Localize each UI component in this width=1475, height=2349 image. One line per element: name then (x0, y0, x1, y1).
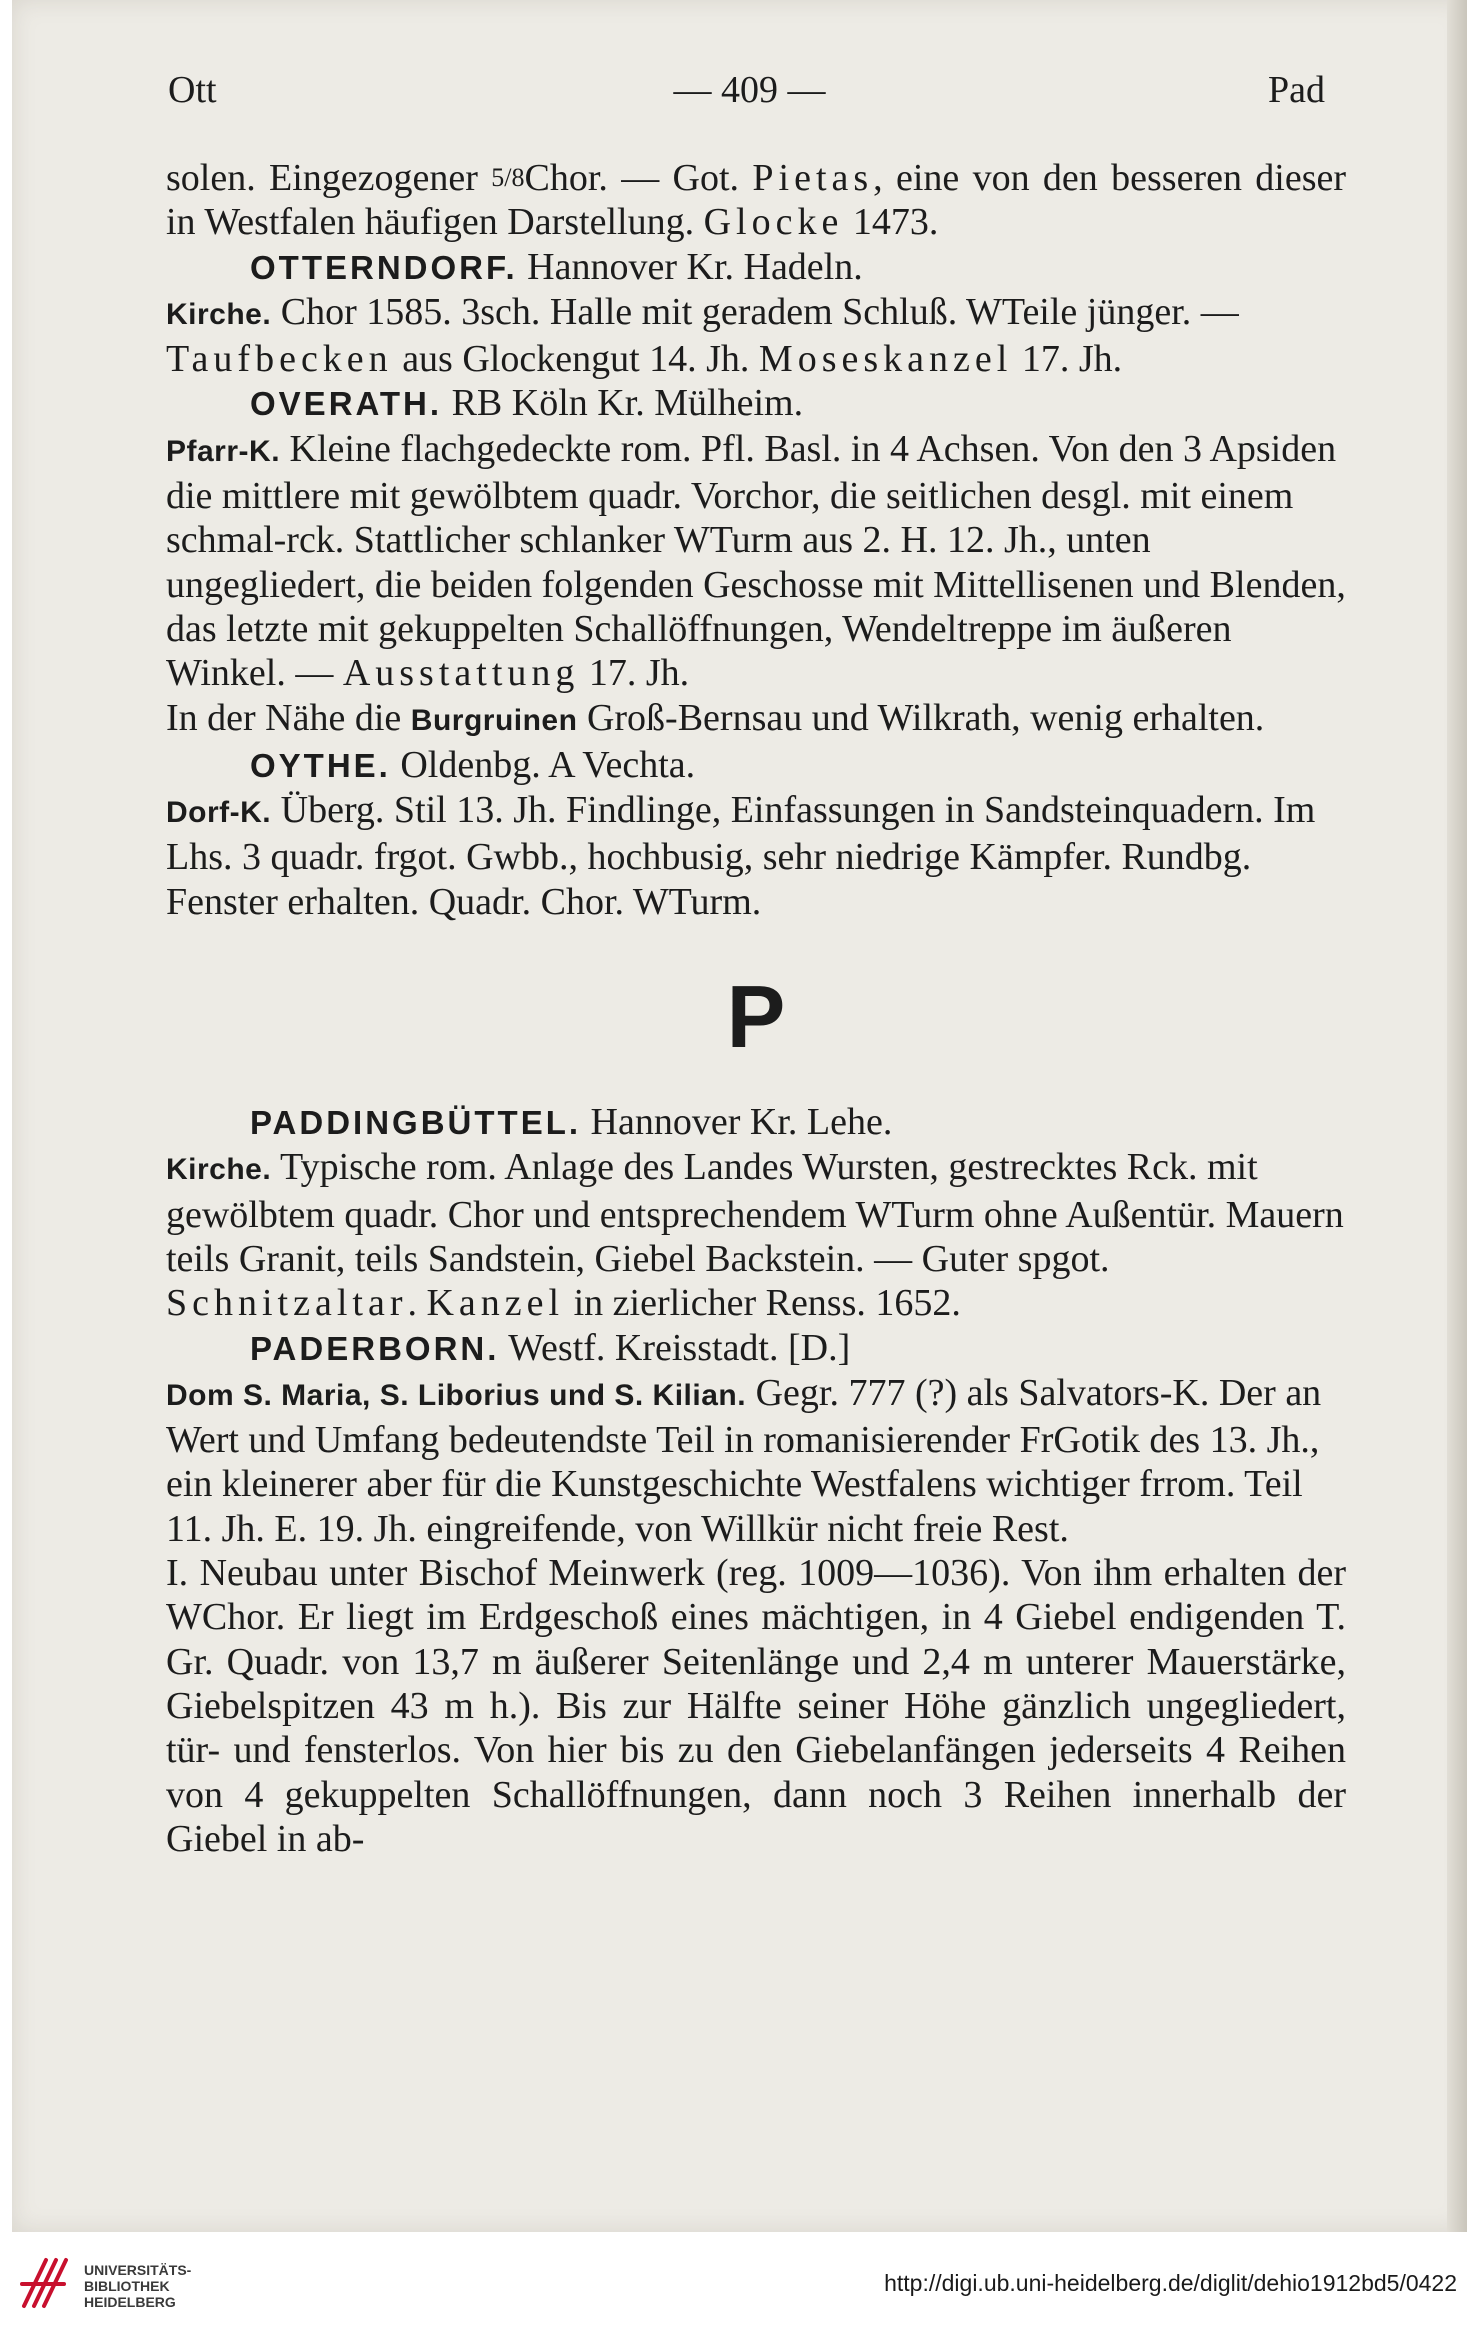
section-letter: P (726, 967, 786, 1067)
entry-paddingbuettel-kirche: Kirche. Typische rom. Anlage des Landes Wursten, gestrecktes Rck. mit gewölbtem quadr. Chor und entsprechendem WTurm ohne Außentür. Mauern teils Granit, teils Sandstein, Giebel Backstein. — Guter spgot. Schnitzaltar. Kanzel in zierlicher Renss. 1652. (166, 1146, 1344, 1325)
page-edge (1447, 0, 1467, 2232)
place-name: PADERBORN. (250, 1329, 500, 1367)
building-label: Dom S. Maria, S. Liborius und S. Kilian. (166, 1378, 747, 1412)
entry-overath-pfarrk: Pfarr-K. Kleine flachgedeckte rom. Pfl. Basl. in 4 Achsen. Von den 3 Apsiden die mittlere mit gewölbtem quadr. Vorchor, die seitlichen desgl. mit einem schmal-rck. Stattlicher schlanker WTurm aus 2. H. 12. Jh., unten ungegliedert, die beiden folgenden Geschosse mit Mittellisenen und Blenden, das letzte mit gekuppelten Schallöffnungen, Wendeltreppe im äußeren Winkel. — Ausstattung 17. Jh. (166, 427, 1346, 695)
entry-otterndorf-kirche: Kirche. Chor 1585. 3sch. Halle mit geradem Schluß. WTeile jünger. — Taufbecken aus Glockengut 14. Jh. Moseskanzel 17. Jh. (166, 290, 1239, 381)
entry-paderborn-neubau: I. Neubau unter Bischof Meinwerk (reg. 1009—1036). Von ihm erhalten der WChor. Er liegt im Erdgeschoß eines mächtigen, in 4 Giebel endigenden T. Gr. Quadr. von 13,7 m äußerer Seitenlänge und 2,4 m unterer Mauerstärke, Giebelspitzen 43 m h.). Bis zur Hälfte seiner Höhe gänzlich ungegliedert, tür- und fensterlos. Von hier bis zu den Giebelanfängen jederseits 4 Reihen von 4 gekuppelten Schallöffnungen, dann noch 3 Reihen innerhalb der Giebel in ab- (166, 1552, 1346, 1860)
entry-paderborn: PADERBORN. Westf. Kreisstadt. [D.] (250, 1326, 851, 1369)
entry-paddingbuettel: PADDINGBÜTTEL. Hannover Kr. Lehe. (250, 1101, 893, 1144)
entry-oythe-dorfk: Dorf-K. Überg. Stil 13. Jh. Findlinge, Einfassungen in Sandsteinquadern. Im Lhs. 3 quadr. frgot. Gwbb., hochbusig, sehr niedrige Kämpfer. Rundbg. Fenster erhalten. Quadr. Chor. WTurm. (166, 789, 1316, 923)
building-label: Pfarr-K. (166, 434, 281, 468)
running-head-right: Pad (1268, 69, 1325, 111)
paragraph-continuation: solen. Eingezogener 5/8Chor. — Got. Pietas, eine von den besseren dieser in Westfalen häufigen Darstellung. Glocke 1473. (166, 157, 1347, 244)
entry-otterndorf: OTTERNDORF. Hannover Kr. Hadeln. (250, 245, 863, 288)
source-url-link[interactable]: http://digi.ub.uni-heidelberg.de/diglit/dehio1912bd5/0422 (884, 2270, 1457, 2296)
entry-paderborn-dom: Dom S. Maria, S. Liborius und S. Kilian. Gegr. 777 (?) als Salvators-K. Der an Wert und Umfang bedeutendste Teil in romanisierender FrGotik des 13. Jh., ein kleinerer aber für die Kunstgeschichte Westfalens wichtiger frrom. Teil 11. Jh. E. 19. Jh. eingreifende, von Willkür nicht freie Rest. (166, 1371, 1322, 1550)
place-name: OVERATH. (250, 385, 443, 423)
building-label: Kirche. (166, 1153, 272, 1187)
footer-bar (0, 2232, 1475, 2349)
page-number: — 409 — (673, 69, 826, 111)
running-head-left: Ott (168, 69, 217, 111)
building-label: Dorf-K. (166, 796, 272, 830)
entry-oythe: OYTHE. Oldenbg. A Vechta. (250, 743, 696, 786)
fraction: 5/8 (491, 163, 525, 192)
body-text (166, 156, 1346, 1861)
entry-overath-ruins: In der Nähe die Burgruinen Groß-Bernsau und Wilkrath, wenig erhalten. (166, 696, 1265, 739)
place-name: OYTHE. (250, 746, 391, 784)
place-name: PADDINGBÜTTEL. (250, 1104, 582, 1142)
building-label: Burgruinen (410, 703, 578, 737)
place-name: OTTERNDORF. (250, 248, 518, 286)
entry-overath: OVERATH. RB Köln Kr. Mülheim. (250, 382, 804, 425)
scanned-page (12, 0, 1467, 2232)
library-name: UNIVERSITÄTS- BIBLIOTHEK HEIDELBERG (84, 2262, 192, 2310)
library-logo-icon (16, 2254, 72, 2314)
building-label: Kirche. (166, 297, 272, 331)
